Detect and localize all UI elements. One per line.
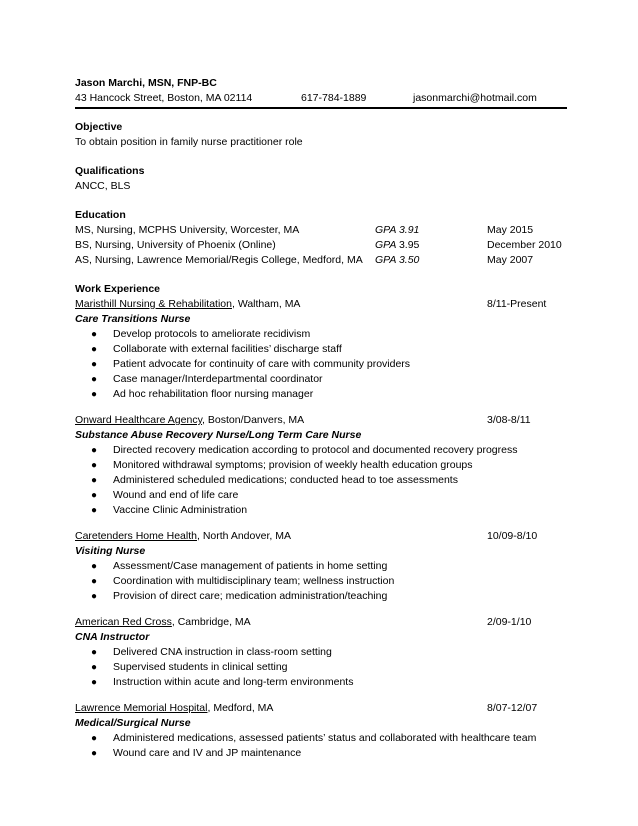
employer-location: , Medford, MA: [207, 702, 274, 714]
employer-name: Caretenders Home Health: [75, 530, 197, 542]
job-employer-line: [75, 701, 565, 716]
list-item: ● Develop protocols to ameliorate recidivism: [91, 328, 311, 340]
job-entry: [75, 701, 565, 761]
bullet-icon: ●: [91, 505, 98, 516]
employer-location: , Boston/Danvers, MA: [202, 414, 305, 426]
job-entry: [75, 413, 565, 518]
job-employer-line: [75, 615, 565, 630]
bullet-icon: ●: [91, 576, 98, 587]
contact-line: [75, 91, 565, 106]
phone: 617-784-1889: [301, 92, 367, 104]
list-item: ● Assessment/Case management of patients in home setting: [91, 560, 388, 572]
bullet-icon: ●: [91, 359, 98, 370]
email: jasonmarchi@hotmail.com: [413, 92, 537, 104]
work-heading: Work Experience: [75, 283, 161, 295]
job-dates: 3/08-8/11: [487, 414, 531, 426]
bullet-icon: ●: [91, 677, 98, 688]
employer-location: , North Andover, MA: [196, 530, 291, 542]
job-title: CNA Instructor: [75, 631, 150, 643]
list-item: ● Patient advocate for continuity of care with community providers: [91, 358, 411, 370]
list-item: ● Administered scheduled medications; conducted head to toe assessments: [91, 474, 458, 486]
degree: BS, Nursing, University of Phoenix (Online): [75, 239, 276, 251]
bullet-icon: ●: [91, 591, 98, 602]
job-dates: 10/09-8/10: [487, 530, 538, 542]
bullet-icon: ●: [91, 647, 98, 658]
objective-heading: Objective: [75, 121, 123, 133]
list-item: ● Delivered CNA instruction in class-room setting: [91, 646, 332, 658]
duty-list: [75, 443, 565, 518]
duty-list: [75, 645, 565, 690]
qualifications-text: ANCC, BLS: [75, 180, 131, 192]
job-title: Care Transitions Nurse: [75, 313, 191, 325]
job-dates: 2/09-1/10: [487, 616, 532, 628]
bullet-icon: ●: [91, 374, 98, 385]
list-item: ● Coordination with multidisciplinary team; wellness instruction: [91, 575, 395, 587]
list-item: ● Provision of direct care; medication administration/teaching: [91, 590, 388, 602]
education-item: [75, 223, 565, 238]
bullet-icon: ●: [91, 460, 98, 471]
duty-list: [75, 559, 565, 604]
bullet-icon: ●: [91, 733, 98, 744]
bullet-icon: ●: [91, 344, 98, 355]
list-item: ● Vaccine Clinic Administration: [91, 504, 248, 516]
candidate-name: Jason Marchi, MSN, FNP-BC: [75, 77, 217, 89]
degree: MS, Nursing, MCPHS University, Worcester, MA: [75, 224, 300, 236]
education-date: May 2007: [487, 254, 534, 266]
list-item: ● Directed recovery medication according to protocol and documented recovery progress: [91, 444, 518, 456]
job-dates: 8/11-Present: [487, 298, 547, 310]
bullet-icon: ●: [91, 561, 98, 572]
bullet-icon: ●: [91, 748, 98, 759]
objective-text: To obtain position in family nurse practitioner role: [75, 136, 303, 148]
employer-name: Maristhill Nursing & Rehabilitation: [75, 298, 232, 310]
list-item: ● Collaborate with external facilities’ discharge staff: [91, 343, 342, 355]
education-item: [75, 238, 565, 253]
employer-name: Onward Healthcare Agency: [75, 414, 203, 426]
resume-document: [75, 76, 565, 761]
list-item: ● Wound and end of life care: [91, 489, 239, 501]
qualifications-heading: Qualifications: [75, 165, 145, 177]
gpa: GPA 3.95: [375, 239, 420, 251]
bullet-icon: ●: [91, 490, 98, 501]
gpa: GPA 3.91: [375, 224, 420, 236]
job-entry: [75, 529, 565, 604]
bullet-icon: ●: [91, 662, 98, 673]
degree: AS, Nursing, Lawrence Memorial/Regis College, Medford, MA: [75, 254, 363, 266]
bullet-icon: ●: [91, 445, 98, 456]
duty-list: [75, 327, 565, 402]
employer-name: Lawrence Memorial Hospital: [75, 702, 208, 714]
employer-location: , Waltham, MA: [231, 298, 301, 310]
gpa: GPA 3.50: [375, 254, 420, 266]
job-employer-line: [75, 297, 565, 312]
duty-list: [75, 731, 565, 761]
bullet-icon: ●: [91, 475, 98, 486]
list-item: ● Case manager/Interdepartmental coordinator: [91, 373, 323, 385]
job-dates: 8/07-12/07: [487, 702, 538, 714]
job-employer-line: [75, 413, 565, 428]
education-item: [75, 253, 565, 268]
job-entry: [75, 297, 565, 402]
bullet-icon: ●: [91, 329, 98, 340]
employer-location: , Cambridge, MA: [171, 616, 251, 628]
list-item: ● Wound care and IV and JP maintenance: [91, 747, 302, 759]
list-item: ● Supervised students in clinical setting: [91, 661, 288, 673]
employer-name: American Red Cross: [75, 616, 172, 628]
bullet-icon: ●: [91, 389, 98, 400]
education-date: December 2010: [487, 239, 562, 251]
job-entry: [75, 615, 565, 690]
education-heading: Education: [75, 209, 126, 221]
job-title: Medical/Surgical Nurse: [75, 717, 191, 729]
job-title: Substance Abuse Recovery Nurse/Long Term Care Nurse: [75, 429, 362, 441]
education-date: May 2015: [487, 224, 534, 236]
address: 43 Hancock Street, Boston, MA 02114: [75, 92, 253, 104]
job-employer-line: [75, 529, 565, 544]
list-item: ● Monitored withdrawal symptoms; provision of weekly health education groups: [91, 459, 473, 471]
job-title: Visiting Nurse: [75, 545, 146, 557]
list-item: ● Administered medications, assessed patients’ status and collaborated with healthcare team: [91, 732, 537, 744]
list-item: ● Ad hoc rehabilitation floor nursing manager: [91, 388, 314, 400]
list-item: ● Instruction within acute and long-term environments: [91, 676, 354, 688]
